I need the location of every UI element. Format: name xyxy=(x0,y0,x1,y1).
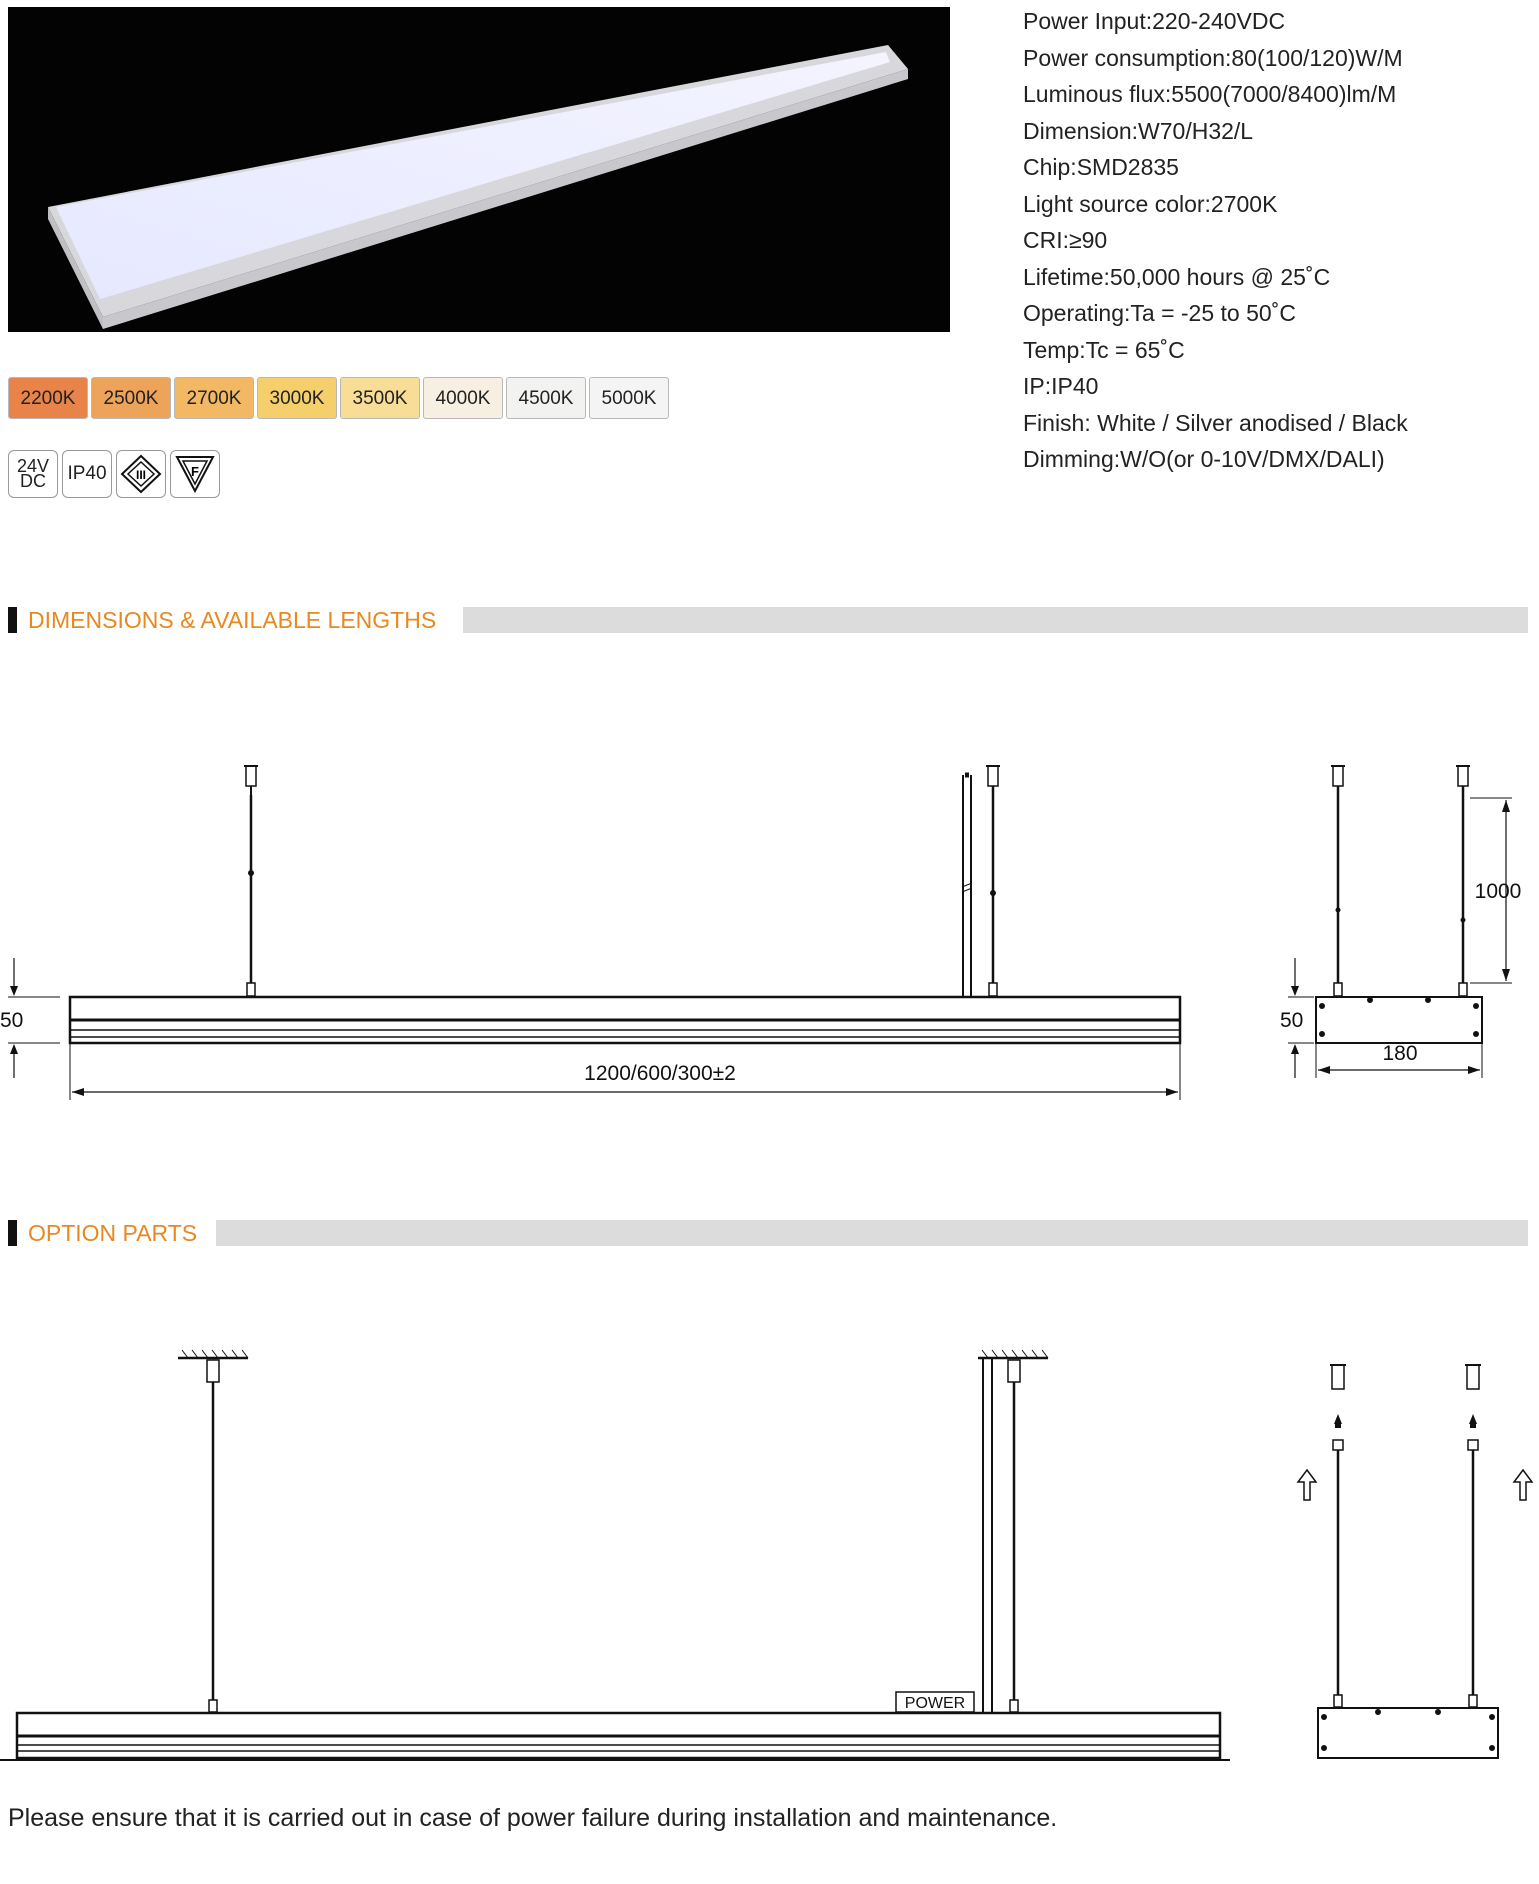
cct-swatch: 3000K xyxy=(257,377,337,419)
product-photo xyxy=(8,7,950,332)
dimension-drawing xyxy=(0,700,1539,1170)
cct-swatch: 4500K xyxy=(506,377,586,419)
safety-note: Please ensure that it is carried out in case of power failure during installation and maintenance. xyxy=(8,1804,1058,1832)
spec-luminous-flux: Luminous flux:5500(7000/8400)lm/M xyxy=(1023,81,1397,107)
spec-ip: IP:IP40 xyxy=(1023,373,1099,399)
spec-chip: Chip:SMD2835 xyxy=(1023,154,1179,180)
spec-dimension: Dimension:W70/H32/L xyxy=(1023,117,1254,144)
voltage-value: 24V xyxy=(16,456,50,476)
section-title: OPTION PARTS xyxy=(28,1220,205,1246)
voltage-badge xyxy=(8,450,58,498)
cct-swatch: 2500K xyxy=(91,377,171,419)
spec-operating: Operating:Ta = -25 to 50˚C xyxy=(1023,300,1296,326)
section-title: DIMENSIONS & AVAILABLE LENGTHS xyxy=(28,607,444,633)
section-header-dimensions xyxy=(8,607,1528,633)
cct-swatch: 2700K xyxy=(174,377,254,419)
cct-swatch: 2200K xyxy=(8,377,88,419)
height-dimension-label: 50 xyxy=(0,1009,24,1032)
cct-swatch: 3500K xyxy=(340,377,420,419)
class-III-icon xyxy=(116,450,166,498)
spec-power-input: Power Input:220-240VDC xyxy=(1023,8,1286,34)
suspension-length-label: 1000 xyxy=(1474,880,1522,903)
spec-dimming: Dimming:W/O(or 0-10V/DMX/DALI) xyxy=(1023,446,1385,472)
certification-badges xyxy=(8,450,224,498)
spec-temp: Temp:Tc = 65˚C xyxy=(1023,336,1185,363)
width-dimension-label: 180 xyxy=(1382,1042,1418,1065)
spec-cri: CRI:≥90 xyxy=(1023,227,1108,253)
spec-finish: Finish: White / Silver anodised / Black xyxy=(1023,409,1408,436)
length-dimension-label: 1200/600/300±2 xyxy=(584,1062,736,1085)
side-height-dimension-label: 50 xyxy=(1280,1009,1304,1032)
f-mark-icon xyxy=(170,450,220,498)
voltage-type: DC xyxy=(20,471,46,491)
spec-lifetime: Lifetime:50,000 hours @ 25˚C xyxy=(1023,263,1331,290)
spec-light-color: Light source color:2700K xyxy=(1023,190,1278,217)
color-temperature-swatches xyxy=(8,377,672,419)
class-numeral: III xyxy=(135,468,147,482)
spec-power-consumption: Power consumption:80(100/120)W/M xyxy=(1023,44,1403,71)
section-header-options xyxy=(8,1220,1528,1246)
linear-light-image xyxy=(8,7,950,332)
power-label: POWER xyxy=(904,1695,966,1712)
specifications-list xyxy=(1023,3,1523,478)
cct-swatch: 4000K xyxy=(423,377,503,419)
option-parts-drawing xyxy=(0,1340,1539,1780)
cct-swatch: 5000K xyxy=(589,377,669,419)
ip-badge: IP40 xyxy=(62,450,112,498)
f-mark-letter: F xyxy=(191,464,199,479)
